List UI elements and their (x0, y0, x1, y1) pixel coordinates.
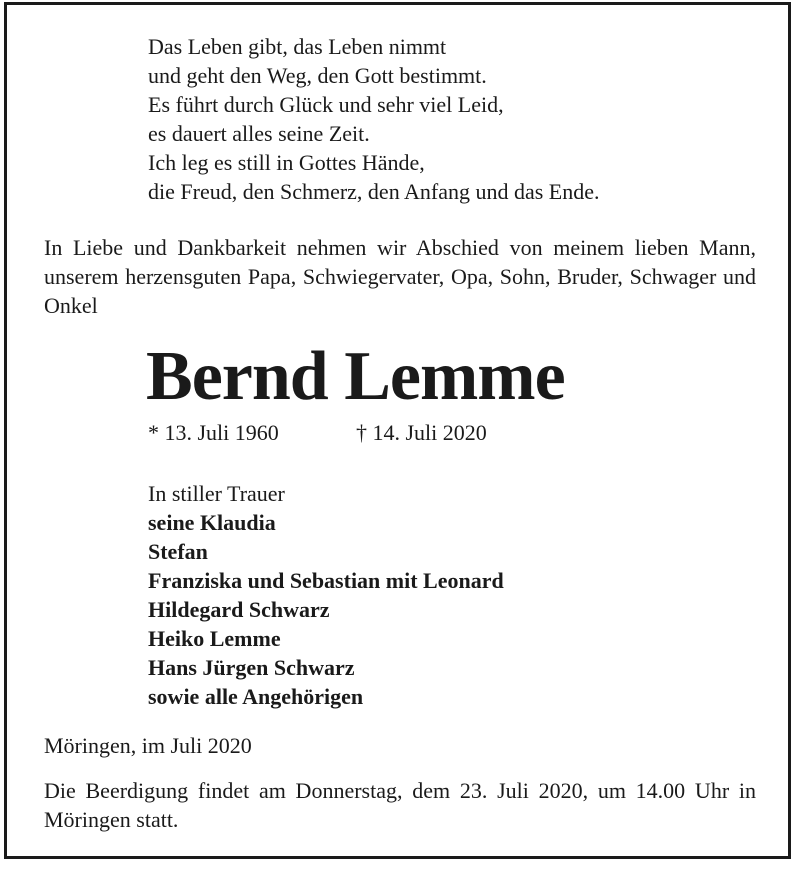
funeral-info: Die Beerdigung findet am Donnerstag, dem 23. Juli 2020, um 14.00 Uhr in Möringen statt. (44, 778, 756, 832)
death-date: † 14. Juli 2020 (356, 420, 487, 445)
mourner-name: sowie alle Angehörigen (148, 684, 364, 709)
poem-line: Das Leben gibt, das Leben nimmt (148, 34, 447, 59)
poem-line: es dauert alles seine Zeit. (148, 121, 370, 146)
mourner-name: Hans Jürgen Schwarz (148, 655, 355, 680)
poem-line: Ich leg es still in Gottes Hände, (148, 150, 425, 175)
poem-line: und geht den Weg, den Gott bestimmt. (148, 63, 487, 88)
mourners-list (148, 479, 504, 711)
place-date: Möringen, im Juli 2020 (44, 733, 252, 758)
mourner-name: Franziska und Sebastian mit Leonard (148, 568, 504, 593)
mourner-name: Heiko Lemme (148, 626, 281, 651)
mourner-name: Stefan (148, 539, 208, 564)
mourner-name: seine Klaudia (148, 510, 276, 535)
poem-line: die Freud, den Schmerz, den Anfang und das Ende. (148, 179, 600, 204)
birth-date: * 13. Juli 1960 (148, 420, 279, 445)
intro-text: In Liebe und Dankbarkeit nehmen wir Abschied von meinem lieben Mann, unserem herzensguten Papa, Schwiegervater, Opa, Sohn, Bruder, Schwager und Onkel (44, 235, 756, 318)
poem-line: Es führt durch Glück und sehr viel Leid, (148, 92, 504, 117)
poem (148, 32, 600, 206)
mourning-lead: In stiller Trauer (148, 481, 285, 506)
mourner-name: Hildegard Schwarz (148, 597, 330, 622)
deceased-name: Bernd Lemme (146, 338, 565, 415)
